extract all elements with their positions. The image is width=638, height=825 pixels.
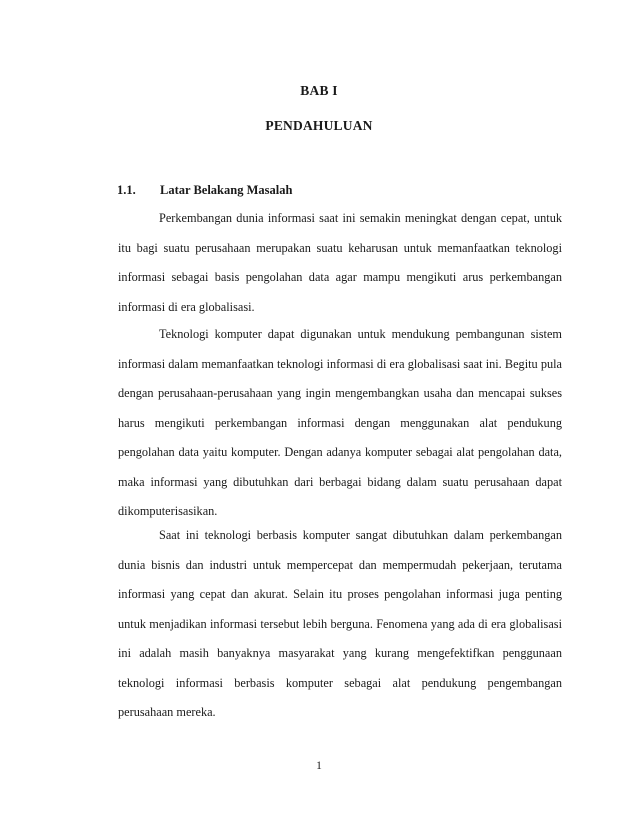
paragraph: Saat ini teknologi berbasis komputer sangat dibutuhkan dalam perkembangan dunia bisnis dan industri untuk mempercepat dan mempermudah pekerjaan, terutama informasi yang cepat dan akurat. Selain itu proses pengolahan informasi juga penting untuk menjadikan informasi tersebut lebih berguna. Fenomena yang ada di era globalisasi ini adalah masih banyaknya masyarakat yang kurang mengefektifkan penggunaan teknologi informasi berbasis komputer sebagai alat pendukung pengembangan perusahaan mereka. [118,528,562,719]
chapter-title: PENDAHULUAN [265,118,373,133]
paragraph: Teknologi komputer dapat digunakan untuk mendukung pembangunan sistem informasi dalam memanfaatkan teknologi informasi di era globalisasi saat ini. Begitu pula dengan perusahaan-perusahaan yang ingin mengembangkan usaha dan mencapai sukses harus mengikuti perkembangan informasi dengan menggunakan alat pendukung pengolahan data yaitu komputer. Dengan adanya komputer sebagai alat pengolahan data, maka informasi yang dibutuhkan dari berbagai bidang dalam suatu perusahaan dapat dikomputerisasikan. [118,327,562,518]
paragraph: Perkembangan dunia informasi saat ini semakin meningkat dengan cepat, untuk itu bagi suatu perusahaan merupakan suatu keharusan untuk memanfaatkan teknologi informasi sebagai basis pengolahan data agar mampu mengikuti arus perkembangan informasi di era globalisasi. [118,211,562,314]
section-title: Latar Belakang Masalah [160,183,293,197]
section-heading [117,183,292,198]
section-number: 1.1. [117,183,136,197]
chapter-number: BAB I [300,83,338,98]
page-number: 1 [316,760,322,772]
